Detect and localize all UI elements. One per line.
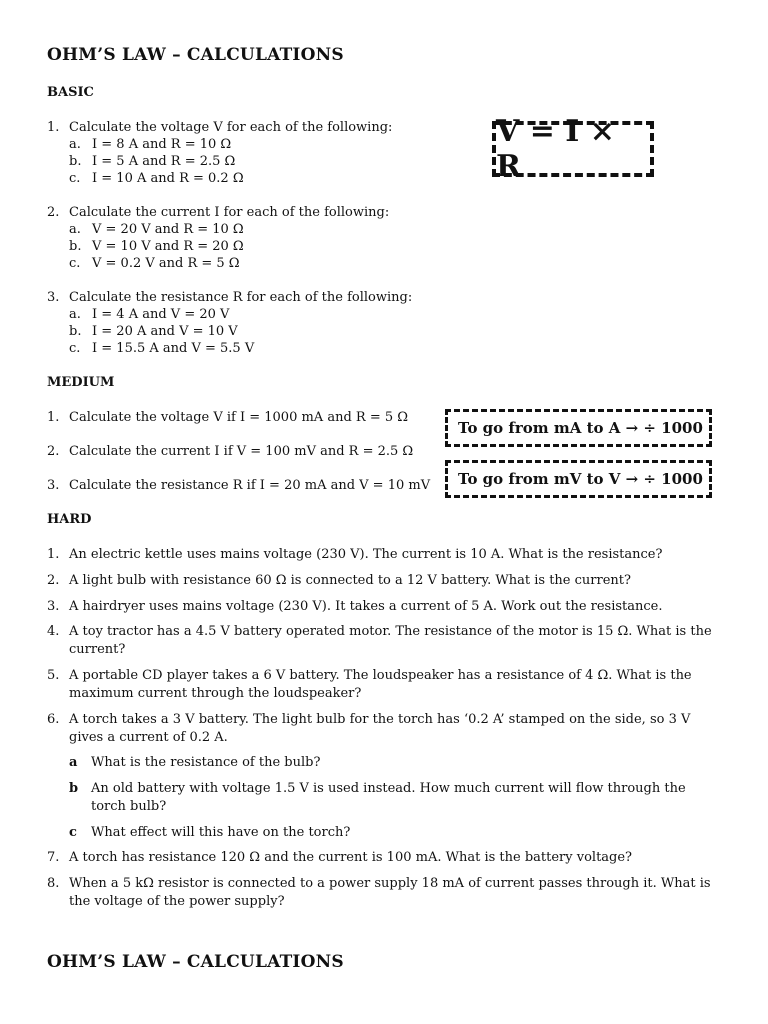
- part-text: I = 20 A and V = 10 V: [92, 324, 238, 339]
- hard-question-7: [47, 849, 727, 867]
- hard-question-8: [47, 875, 727, 911]
- question-number: 3.: [47, 290, 60, 305]
- medium-question-2: [47, 443, 437, 460]
- question-number: 2.: [47, 205, 60, 220]
- question-number: 6.: [47, 712, 60, 727]
- part-text: I = 4 A and V = 20 V: [92, 307, 230, 322]
- question-number: 1.: [47, 410, 60, 425]
- question-text: A portable CD player takes a 6 V battery. The loudspeaker has a resistance of 4 Ω. What is the maximum current through the loudspeaker?: [69, 668, 692, 701]
- part-text: V = 10 V and R = 20 Ω: [92, 239, 244, 254]
- part-label: a: [69, 755, 78, 770]
- section-hard-heading: HARD: [47, 512, 92, 527]
- hard-question-6-part-c: [47, 824, 727, 842]
- part-label: c: [69, 825, 77, 840]
- basic-question-3: [47, 289, 467, 359]
- question-number: 8.: [47, 876, 60, 891]
- question-text: When a 5 kΩ resistor is connected to a power supply 18 mA of current passes through it. What is the voltage of the power supply?: [69, 876, 711, 909]
- section-basic-heading: BASIC: [47, 85, 94, 100]
- question-text: Calculate the resistance R for each of the following:: [69, 290, 413, 305]
- question-number: 1.: [47, 547, 60, 562]
- question-number: 7.: [47, 850, 60, 865]
- part-label: b.: [69, 239, 82, 254]
- ohms-law-formula: V = I × R: [496, 114, 615, 184]
- question-text: An electric kettle uses mains voltage (230 V). The current is 10 A. What is the resistance?: [69, 547, 663, 562]
- part-label: c.: [69, 256, 81, 271]
- question-text: Calculate the resistance R if I = 20 mA and V = 10 mV: [69, 478, 431, 493]
- part-text: I = 10 A and R = 0.2 Ω: [92, 171, 244, 186]
- question-number: 2.: [47, 573, 60, 588]
- part-label: a.: [69, 307, 81, 322]
- part-text: V = 0.2 V and R = 5 Ω: [92, 256, 240, 271]
- question-text: Calculate the current I if V = 100 mV and R = 2.5 Ω: [69, 444, 414, 459]
- part-text: V = 20 V and R = 10 Ω: [92, 222, 244, 237]
- part-text: What is the resistance of the bulb?: [91, 755, 321, 770]
- question-text: Calculate the voltage V if I = 1000 mA and R = 5 Ω: [69, 410, 409, 425]
- question-text: Calculate the voltage V for each of the following:: [69, 120, 393, 135]
- hard-question-6-part-b: [47, 780, 727, 816]
- hard-question-6-part-a: [47, 754, 727, 772]
- hard-question-5: [47, 667, 727, 703]
- hard-question-6: [47, 711, 727, 747]
- question-text: Calculate the current I for each of the following:: [69, 205, 390, 220]
- medium-question-1: [47, 409, 437, 426]
- part-label: c.: [69, 341, 81, 356]
- part-text: I = 15.5 A and V = 5.5 V: [92, 341, 255, 356]
- next-page-title: OHM’S LAW – CALCULATIONS: [47, 952, 344, 972]
- part-text: I = 8 A and R = 10 Ω: [92, 137, 232, 152]
- question-text: A torch takes a 3 V battery. The light bulb for the torch has ‘0.2 A’ stamped on the side, so 3 V gives a current of 0.2 A.: [69, 712, 691, 745]
- hard-question-2: [47, 572, 727, 590]
- part-label: b: [69, 781, 79, 796]
- conversion-box-mv: [445, 460, 712, 498]
- question-text: A light bulb with resistance 60 Ω is connected to a 12 V battery. What is the current?: [69, 573, 631, 588]
- part-label: a.: [69, 137, 81, 152]
- page-title: OHM’S LAW – CALCULATIONS: [47, 45, 344, 65]
- part-text: An old battery with voltage 1.5 V is used instead. How much current will flow through the torch bulb?: [91, 781, 686, 814]
- conversion-box-ma: [445, 409, 712, 447]
- basic-question-1: [47, 119, 467, 189]
- part-label: b.: [69, 154, 82, 169]
- part-label: c.: [69, 171, 81, 186]
- part-text: What effect will this have on the torch?: [91, 825, 351, 840]
- question-number: 2.: [47, 444, 60, 459]
- medium-question-3: [47, 477, 437, 494]
- conversion-text-ma: To go from mA to A → ÷ 1000: [458, 419, 703, 437]
- hard-question-3: [47, 598, 727, 616]
- part-text: I = 5 A and R = 2.5 Ω: [92, 154, 236, 169]
- question-text: A hairdryer uses mains voltage (230 V). It takes a current of 5 A. Work out the resistance.: [69, 599, 663, 614]
- hard-question-4: [47, 623, 727, 659]
- conversion-text-mv: To go from mV to V → ÷ 1000: [458, 470, 703, 488]
- question-number: 4.: [47, 624, 60, 639]
- question-text: A toy tractor has a 4.5 V battery operated motor. The resistance of the motor is 15 Ω. What is the current?: [69, 624, 712, 657]
- formula-box: [492, 114, 654, 184]
- part-label: b.: [69, 324, 82, 339]
- question-number: 5.: [47, 668, 60, 683]
- section-medium-heading: MEDIUM: [47, 375, 115, 390]
- question-number: 3.: [47, 478, 60, 493]
- question-number: 3.: [47, 599, 60, 614]
- question-text: A torch has resistance 120 Ω and the current is 100 mA. What is the battery voltage?: [69, 850, 633, 865]
- basic-question-2: [47, 204, 467, 274]
- question-number: 1.: [47, 120, 60, 135]
- part-label: a.: [69, 222, 81, 237]
- hard-question-1: [47, 546, 727, 564]
